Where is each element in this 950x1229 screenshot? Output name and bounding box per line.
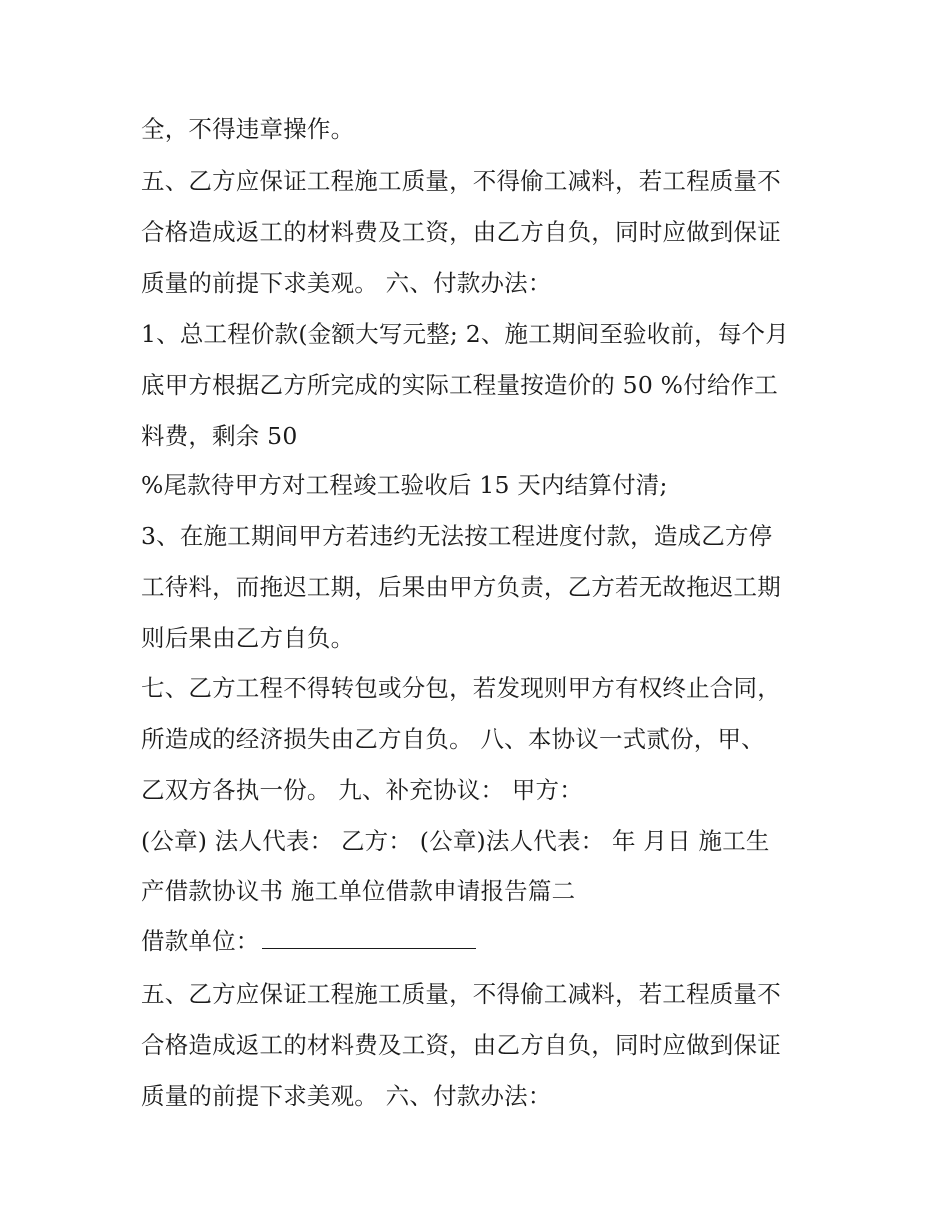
text-line: (公章) 法人代表： 乙方： (公章)法人代表： 年 月日 施工生 (141, 827, 770, 855)
text-line: 七、乙方工程不得转包或分包，若发现则甲方有权终止合同， (141, 674, 781, 702)
text-line: 所造成的经济损失由乙方自负。 八、本协议一式贰份，甲、 (141, 725, 765, 753)
text-line: %尾款待甲方对工程竣工验收后 15 天内结算付清; (141, 471, 668, 499)
text-line: 则后果由乙方自负。 (141, 624, 355, 652)
text-line: 乙双方各执一份。 九、补充协议： 甲方： (141, 776, 583, 804)
text-line: 3、在施工期间甲方若违约无法按工程进度付款，造成乙方停 (141, 522, 773, 550)
text-line: 五、乙方应保证工程施工质量，不得偷工减料，若工程质量不 (141, 167, 781, 195)
text-line: 1、总工程价款(金额大写元整; 2、施工期间至验收前，每个月 (141, 320, 789, 348)
text-line: 全，不得违章操作。 (141, 115, 355, 143)
text-line: 底甲方根据乙方所完成的实际工程量按造价的 50 %付给作工 (141, 371, 778, 399)
text-line: 五、乙方应保证工程施工质量，不得偷工减料，若工程质量不 (141, 980, 781, 1008)
text-line: 工待料，而拖迟工期，后果由甲方负责，乙方若无故拖迟工期 (141, 573, 781, 601)
borrower-label: 借款单位： (141, 927, 260, 955)
text-line: 质量的前提下求美观。 六、付款办法： (141, 1082, 552, 1110)
text-line: 产借款协议书 施工单位借款申请报告篇二 (141, 877, 576, 905)
text-line: 合格造成返工的材料费及工资，由乙方自负，同时应做到保证 (141, 218, 781, 246)
borrower-blank (262, 928, 476, 949)
text-line: 质量的前提下求美观。 六、付款办法： (141, 269, 552, 297)
text-line: 合格造成返工的材料费及工资，由乙方自负，同时应做到保证 (141, 1031, 781, 1059)
borrower-line (141, 926, 476, 956)
text-line: 料费，剩余 50 (141, 422, 298, 450)
